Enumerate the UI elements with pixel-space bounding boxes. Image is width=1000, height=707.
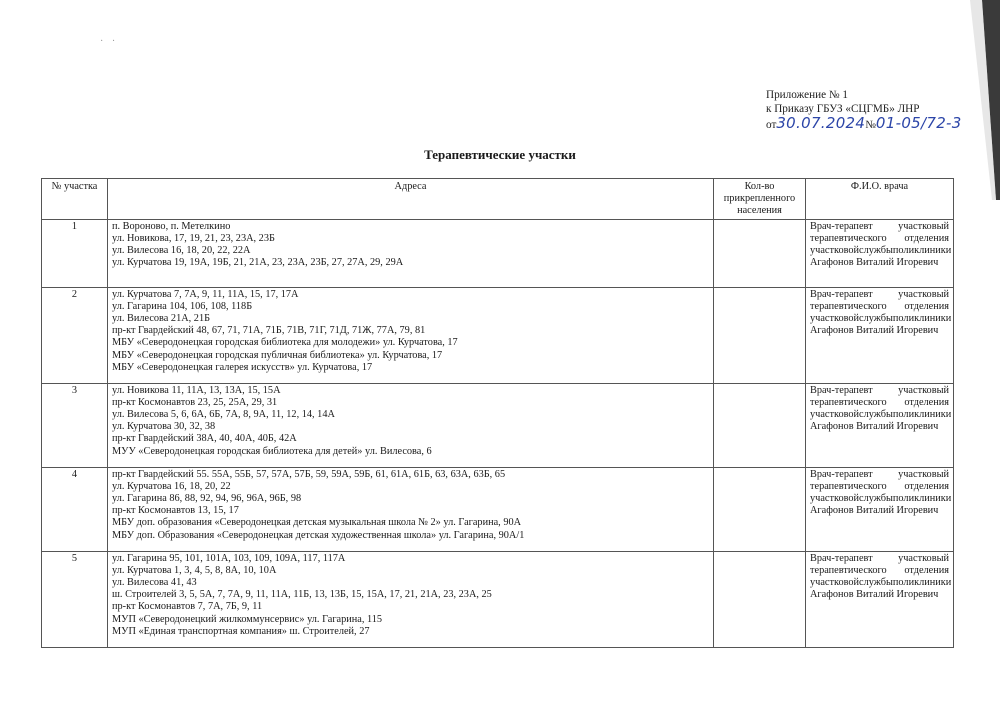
doctor-line: Врач-терапевт участковый: [810, 552, 949, 564]
site-number: 3: [42, 383, 108, 467]
header-addresses: Адреса: [108, 179, 714, 220]
doctor-line: Агафонов Виталий Игоревич: [810, 421, 939, 433]
doctor-line: терапевтического отделения: [810, 396, 949, 408]
doctor-name: [806, 219, 954, 287]
doctor-line: Агафонов Виталий Игоревич: [810, 589, 939, 601]
address-line: пр-кт Космонавтов 7, 7А, 7Б, 9, 11: [112, 601, 263, 613]
population-count: [714, 467, 806, 551]
address-line: ул. Вилесова 16, 18, 20, 22, 22А: [112, 245, 251, 257]
site-number: 5: [42, 551, 108, 647]
address-line: п. Вороново, п. Метелкино: [112, 220, 231, 232]
appendix-line-1: Приложение № 1: [766, 89, 848, 101]
doctor-line: Врач-терапевт участковый: [810, 384, 949, 396]
doctor-line: терапевтического отделения: [810, 564, 949, 576]
doctor-line: участковой службы поликлиники: [810, 245, 952, 257]
address-line: ул. Новикова, 17, 19, 21, 23, 23А, 23Б: [112, 232, 275, 244]
table-row: [42, 467, 954, 551]
population-count: [714, 287, 806, 383]
table-body: [42, 219, 954, 647]
address-line: МУП «Северодонецкий жилкоммунсервис» ул. Гагарина, 115: [112, 613, 383, 625]
header-population: Кол-во прикрепленного населения: [714, 179, 806, 220]
therapy-sites-table: [41, 178, 954, 648]
doctor-line: Агафонов Виталий Игоревич: [810, 325, 939, 337]
population-count: [714, 219, 806, 287]
document-title: Терапевтические участки: [424, 147, 576, 162]
address-line: ул. Новикова 11, 11А, 13, 13А, 15, 15А: [112, 384, 281, 396]
site-number: 2: [42, 287, 108, 383]
appendix-line-3: [766, 116, 986, 132]
doctor-line: Агафонов Виталий Игоревич: [810, 257, 939, 269]
doctor-line: Агафонов Виталий Игоревич: [810, 505, 939, 517]
address-line: ул. Курчатова 16, 18, 20, 22: [112, 480, 231, 492]
appendix-block: [766, 88, 986, 132]
table-row: [42, 551, 954, 647]
table-row: [42, 287, 954, 383]
address-line: ул. Вилесова 5, 6, 6А, 6Б, 7А, 8, 9А, 11, 12, 14, 14А: [112, 409, 335, 421]
handwritten-date: 30.07.2024: [776, 114, 866, 132]
address-line: пр-кт Космонавтов 23, 25, 25А, 29, 31: [112, 396, 278, 408]
table-row: [42, 219, 954, 287]
address-line: ул. Гагарина 104, 106, 108, 118Б: [112, 300, 253, 312]
address-line: МБУ доп. Образования «Северодонецкая детская художественная школа» ул. Гагарина, 90А/1: [112, 529, 525, 541]
address-line: ул. Гагарина 95, 101, 101А, 103, 109, 109А, 117, 117А: [112, 552, 346, 564]
doctor-line: Врач-терапевт участковый: [810, 288, 949, 300]
population-count: [714, 383, 806, 467]
site-addresses: [108, 383, 714, 467]
appendix-line-2: к Приказу ГБУЗ «СЦГМБ» ЛНР: [766, 103, 920, 115]
address-line: ш. Строителей 3, 5, 5А, 7, 7А, 9, 11, 11А, 11Б, 13, 13Б, 15, 15А, 17, 21, 21А, 23, 23А, 25: [112, 589, 492, 601]
address-line: МБУ доп. образования «Северодонецкая детская музыкальная школа № 2» ул. Гагарина, 90А: [112, 517, 522, 529]
address-line: пр-кт Гвардейский 48, 67, 71, 71А, 71Б, 71В, 71Г, 71Д, 71Ж, 77А, 79, 81: [112, 325, 426, 337]
site-addresses: [108, 467, 714, 551]
appendix-from-label: от: [766, 119, 777, 131]
site-number: 4: [42, 467, 108, 551]
address-line: ул. Курчатова 1, 3, 4, 5, 8, 8А, 10, 10А: [112, 564, 277, 576]
address-line: МБУ «Северодонецкая галерея искусств» ул. Курчатова, 17: [112, 361, 373, 373]
address-line: ул. Курчатова 19, 19А, 19Б, 21, 21А, 23, 23А, 23Б, 27, 27А, 29, 29А: [112, 257, 404, 269]
address-line: ул. Вилесова 41, 43: [112, 577, 197, 589]
site-addresses: [108, 287, 714, 383]
address-line: ул. Курчатова 30, 32, 38: [112, 421, 216, 433]
doctor-line: Врач-терапевт участковый: [810, 220, 949, 232]
doctor-name: [806, 383, 954, 467]
header-doctor: Ф.И.О. врача: [806, 179, 954, 220]
doctor-line: терапевтического отделения: [810, 232, 949, 244]
population-count: [714, 551, 806, 647]
doctor-name: [806, 551, 954, 647]
address-line: МБУ «Северодонецкая городская библиотека для молодежи» ул. Курчатова, 17: [112, 337, 458, 349]
doctor-line: участковой службы поликлиники: [810, 493, 952, 505]
doctor-line: терапевтического отделения: [810, 480, 949, 492]
address-line: пр-кт Космонавтов 13, 15, 17: [112, 505, 239, 517]
doctor-name: [806, 467, 954, 551]
address-line: пр-кт Гвардейский 55. 55А, 55Б, 57, 57А, 57Б, 59, 59А, 59Б, 61, 61А, 61Б, 63, 63А, 63Б, 65: [112, 468, 506, 480]
address-line: ул. Вилесова 21А, 21Б: [112, 313, 211, 325]
doctor-line: участковой службы поликлиники: [810, 409, 952, 421]
table-row: [42, 383, 954, 467]
address-line: ул. Гагарина 86, 88, 92, 94, 96, 96А, 96Б, 98: [112, 493, 302, 505]
header-site-number: № участка: [42, 179, 108, 220]
address-line: МУУ «Северодонецкая городская библиотека для детей» ул. Вилесова, 6: [112, 445, 432, 457]
doctor-line: участковой службы поликлиники: [810, 313, 952, 325]
site-addresses: [108, 219, 714, 287]
site-addresses: [108, 551, 714, 647]
address-line: МБУ «Северодонецкая городская публичная библиотека» ул. Курчатова, 17: [112, 349, 443, 361]
doctor-line: терапевтического отделения: [810, 300, 949, 312]
scan-specks: · ·: [100, 36, 119, 47]
doctor-line: участковой службы поликлиники: [810, 577, 952, 589]
site-number: 1: [42, 219, 108, 287]
handwritten-order-number: 01-05/72-3: [875, 114, 962, 132]
address-line: пр-кт Гвардейский 38А, 40, 40А, 40Б, 42А: [112, 433, 297, 445]
table-header-row: [42, 179, 954, 220]
doctor-name: [806, 287, 954, 383]
address-line: ул. Курчатова 7, 7А, 9, 11, 11А, 15, 17, 17А: [112, 288, 299, 300]
appendix-number-sign: №: [865, 119, 876, 131]
doctor-line: Врач-терапевт участковый: [810, 468, 949, 480]
address-line: МУП «Единая транспортная компания» ш. Строителей, 27: [112, 625, 370, 637]
